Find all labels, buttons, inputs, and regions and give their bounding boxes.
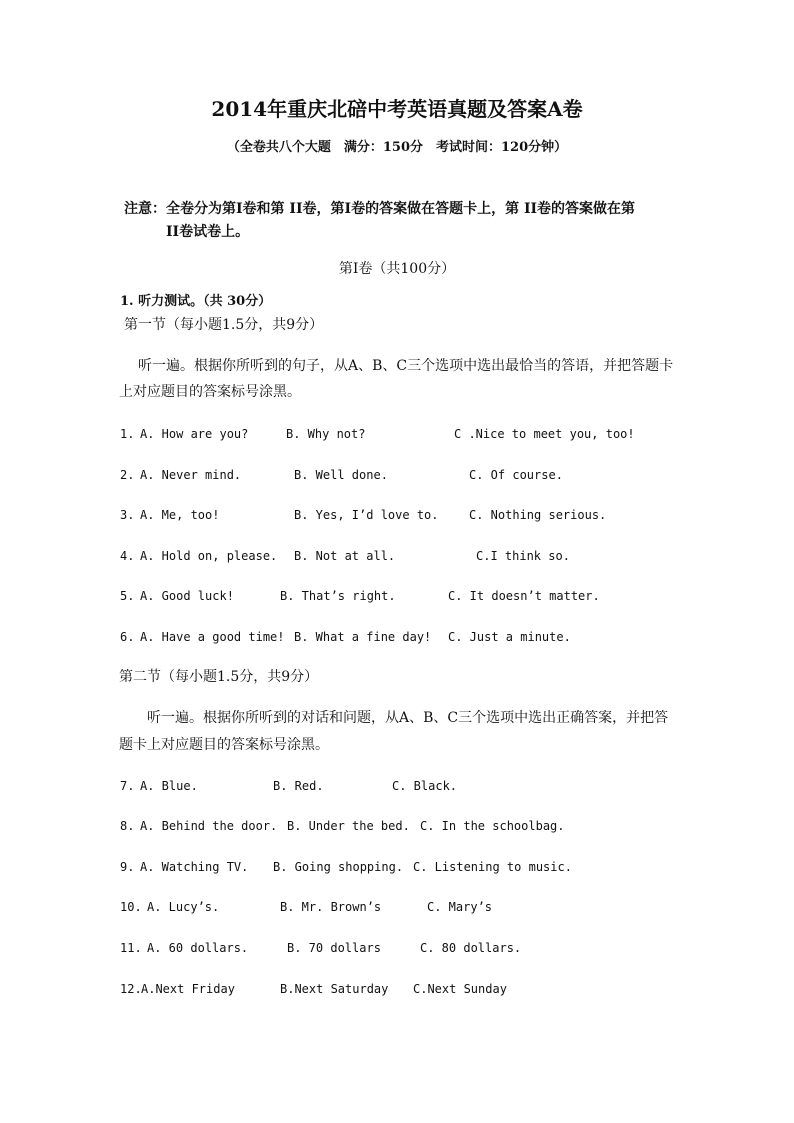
option-c: C.Next Sunday: [413, 982, 507, 996]
notice-line-2: II卷试卷上。: [166, 224, 250, 240]
option-b: B. Not at all.: [294, 549, 396, 563]
option-a: A. Have a good time!: [140, 630, 285, 644]
option-a: A. Lucy’s.: [147, 900, 220, 914]
option-a: A. Me, too!: [140, 508, 220, 522]
option-a: A. Blue.: [140, 779, 198, 793]
part-heading: 第Ⅰ卷（共100分）: [338, 261, 456, 277]
page-title: 2014年重庆北碚中考英语真题及答案A卷: [211, 97, 583, 121]
subsection-1-heading: 第一节（每小题1.5分，共9分）: [124, 317, 324, 333]
subsection-2-instruction-line-2: 题卡上对应题目的答案标号涂黑。: [119, 737, 329, 753]
exam-info: （全卷共八个大题 满分：150分 考试时间：120分钟）: [226, 140, 568, 155]
subsection-2-heading: 第二节（每小题1.5分，共9分）: [119, 669, 319, 685]
question-number: 5.: [120, 589, 135, 603]
question-number: 8.: [120, 819, 135, 833]
option-c: C.I think so.: [476, 549, 570, 563]
question-number: 7.: [120, 779, 135, 793]
option-c: C. Mary’s: [427, 900, 493, 914]
option-b: B.Next Saturday: [280, 982, 389, 996]
question-number: 9.: [120, 860, 135, 874]
option-b: B. Under the bed.: [287, 819, 410, 833]
option-c: C .Nice to meet you, too!: [454, 427, 635, 441]
option-c: C. Nothing serious.: [469, 508, 607, 522]
option-a: A. Hold on, please.: [140, 549, 278, 563]
section-heading: 1. 听力测试。（共 30分）: [120, 294, 272, 309]
option-b: B. Why not?: [286, 427, 366, 441]
question-number: 6.: [120, 630, 135, 644]
option-b: B. What a fine day!: [294, 630, 432, 644]
subsection-1-instruction-line-1: 听一遍。根据你所听到的句子，从A、B、C三个选项中选出最恰当的答语，并把答题卡: [138, 358, 674, 374]
notice-line-1: 注意：全卷分为第Ⅰ卷和第 II卷，第Ⅰ卷的答案做在答题卡上，第 II卷的答案做在第: [124, 201, 636, 217]
option-a: A. How are you?: [140, 427, 249, 441]
option-a: A. Behind the door.: [140, 819, 278, 833]
option-c: C. Of course.: [469, 468, 563, 482]
question-number: 3.: [120, 508, 135, 522]
option-c: C. It doesn’t matter.: [448, 589, 600, 603]
option-c: C. Just a minute.: [448, 630, 571, 644]
option-c: C. 80 dollars.: [420, 941, 522, 955]
option-b: B. Red.: [273, 779, 324, 793]
question-number: 11.: [120, 941, 142, 955]
option-c: C. Black.: [392, 779, 458, 793]
question-number: 4.: [120, 549, 135, 563]
option-c: C. Listening to music.: [413, 860, 572, 874]
question-number: 2.: [120, 468, 135, 482]
option-b: B. Going shopping.: [273, 860, 404, 874]
option-a: A. Good luck!: [140, 589, 234, 603]
option-b: B. That’s right.: [280, 589, 396, 603]
question-number: 1.: [120, 427, 135, 441]
subsection-2-instruction-line-1: 听一遍。根据你所听到的对话和问题，从A、B、C三个选项中选出正确答案，并把答: [147, 710, 669, 726]
subsection-1-instruction-line-2: 上对应题目的答案标号涂黑。: [119, 384, 301, 400]
option-b: B. Yes, I’d love to.: [294, 508, 439, 522]
option-a: A. Watching TV.: [140, 860, 249, 874]
option-c: C. In the schoolbag.: [420, 819, 565, 833]
option-a: A. 60 dollars.: [147, 941, 249, 955]
option-b: B. Mr. Brown’s: [280, 900, 382, 914]
option-a: A. Never mind.: [140, 468, 242, 482]
question-number: 12.: [120, 982, 142, 996]
option-a: A.Next Friday: [141, 982, 235, 996]
option-b: B. Well done.: [294, 468, 388, 482]
option-b: B. 70 dollars: [287, 941, 381, 955]
question-number: 10.: [120, 900, 142, 914]
